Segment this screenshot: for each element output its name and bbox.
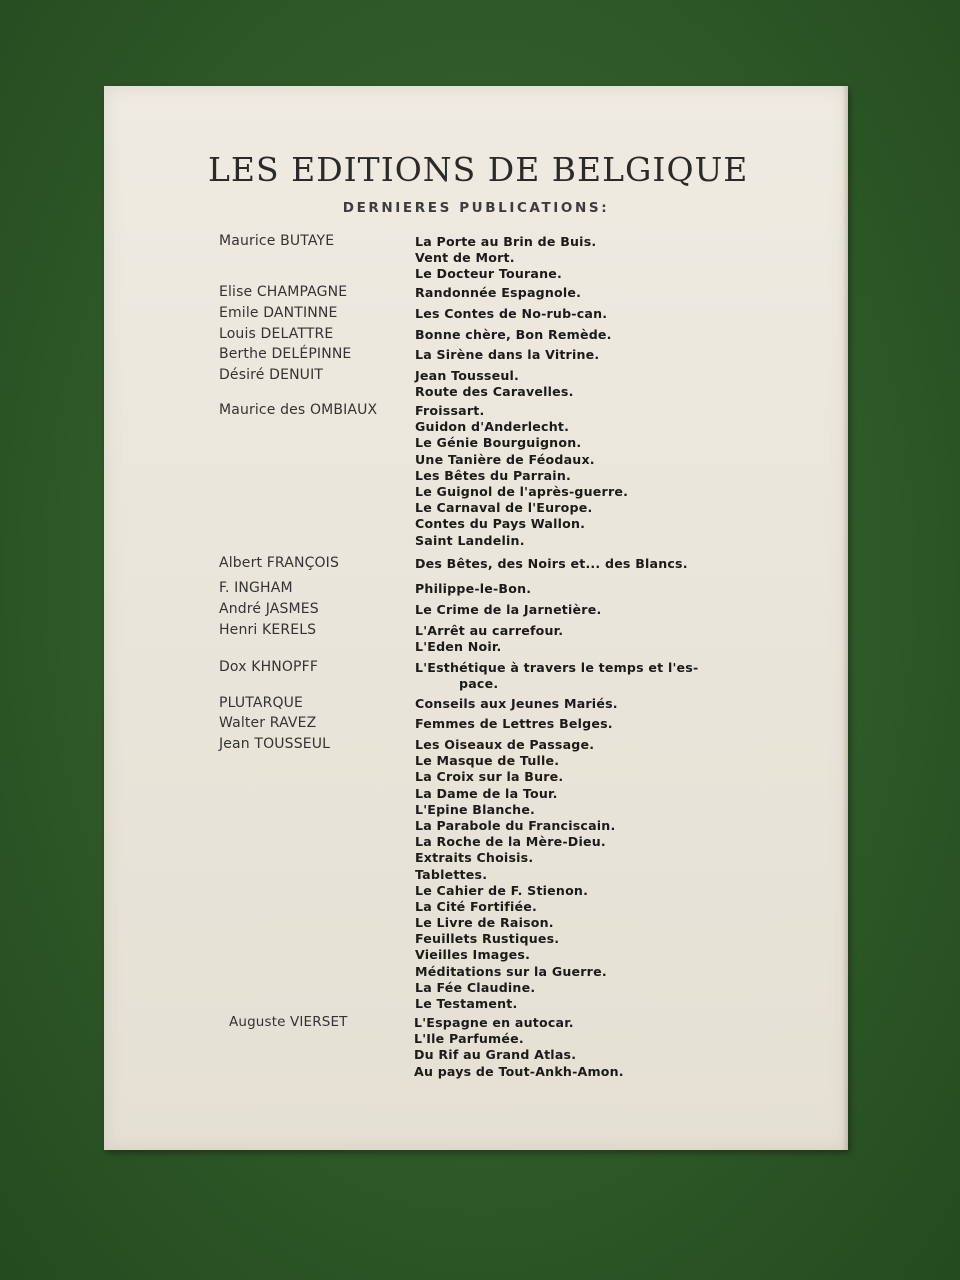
book-title: Les Oiseaux de Passage. [415,737,595,752]
author-name: André JASMES [219,601,319,617]
author-name: Désiré DENUIT [219,367,324,383]
book-title: La Parabole du Franciscain. [415,817,616,833]
book-title: pace. [459,676,499,692]
book-title: La Cité Fortifiée. [415,898,537,914]
title-list [415,368,574,400]
title-list [415,581,531,597]
section-subtitle: DERNIERES PUBLICATIONS: [342,200,610,216]
book-title: Jean Tousseul. [415,368,520,383]
book-title: Le Masque de Tulle. [415,753,560,769]
book-title: Randonnée Espagnole. [415,285,582,300]
author-name: F. INGHAM [219,580,293,596]
title-list [415,556,688,572]
book-title: L'Epine Blanche. [415,801,536,817]
book-title: L'Ile Parfumée. [414,1031,524,1047]
book-title: Le Génie Bourguignon. [415,435,582,451]
book-title: Femmes de Lettres Belges. [415,716,613,731]
book-title: Le Crime de la Jarnetière. [415,602,602,617]
title-list [415,716,613,732]
book-title: Vieilles Images. [415,947,531,963]
author-name: Jean TOUSSEUL [219,736,331,752]
author-name: Emile DANTINNE [219,305,338,321]
book-title: Le Livre de Raison. [415,915,554,931]
book-title: La Croix sur la Bure. [415,769,564,785]
book-back-cover [104,86,848,1150]
book-title: Le Carnaval de l'Europe. [415,500,593,516]
book-title: La Porte au Brin de Buis. [415,234,597,249]
book-title: Extraits Choisis. [415,850,534,866]
book-title: Bonne chère, Bon Remède. [415,327,612,342]
author-name: PLUTARQUE [219,695,304,711]
title-list [415,660,698,692]
book-title: Méditations sur la Guerre. [415,963,607,979]
book-title: Une Tanière de Féodaux. [415,451,595,467]
book-title: Le Testament. [415,996,518,1011]
publisher-heading: LES EDITIONS DE BELGIQUE [208,150,749,189]
book-title: Contes du Pays Wallon. [415,516,586,532]
title-list [415,327,612,343]
title-list [415,602,601,618]
book-title: Le Cahier de F. Stienon. [415,882,589,898]
book-title: Les Bêtes du Parrain. [415,467,571,483]
book-title: Vent de Mort. [415,250,515,266]
title-list [415,306,607,322]
book-title: Saint Landelin. [415,532,525,548]
book-title: La Roche de la Mère-Dieu. [415,834,606,850]
book-title: Le Guignol de l'après-guerre. [415,483,629,499]
author-name: Albert FRANÇOIS [219,555,339,571]
title-list [415,234,596,283]
author-name: Louis DELATTRE [219,326,334,342]
author-name: Dox KHNOPFF [219,659,319,675]
book-title: La Dame de la Tour. [415,785,558,801]
book-title: Guidon d'Anderlecht. [415,419,570,435]
author-name: Auguste VIERSET [229,1014,348,1030]
book-title: Le Docteur Tourane. [415,266,562,282]
book-title: L'Espagne en autocar. [414,1015,574,1030]
title-list [415,737,615,1012]
title-list [415,696,618,712]
author-name: Maurice BUTAYE [219,233,335,249]
book-title: Les Contes de No-rub-can. [415,306,608,321]
author-name: Maurice des OMBIAUX [219,402,378,418]
author-name: Berthe DELÉPINNE [219,346,352,362]
title-list [415,403,628,549]
book-title: Au pays de Tout-Ankh-Amon. [414,1063,624,1079]
book-title: L'Eden Noir. [415,639,502,655]
book-title: Feuillets Rustiques. [415,931,560,947]
book-title: L'Esthétique à travers le temps et l'es- [415,660,699,675]
book-title: Philippe-le-Bon. [415,581,532,596]
book-title: La Sirène dans la Vitrine. [415,347,600,362]
book-title: Du Rif au Grand Atlas. [414,1047,577,1063]
author-name: Henri KERELS [219,622,317,638]
title-list [414,1015,624,1080]
publication-list [104,86,848,1150]
book-title: La Fée Claudine. [415,979,536,995]
title-list [415,347,599,363]
title-list [415,285,581,301]
author-name: Walter RAVEZ [219,715,317,731]
book-title: Route des Caravelles. [415,384,574,400]
book-title: L'Arrêt au carrefour. [415,623,564,638]
book-title: Froissart. [415,403,485,418]
title-list [415,623,563,655]
author-name: Elise CHAMPAGNE [219,284,348,300]
book-title: Conseils aux Jeunes Mariés. [415,696,618,711]
book-title: Des Bêtes, des Noirs et... des Blancs. [415,556,688,571]
book-title: Tablettes. [415,866,488,882]
